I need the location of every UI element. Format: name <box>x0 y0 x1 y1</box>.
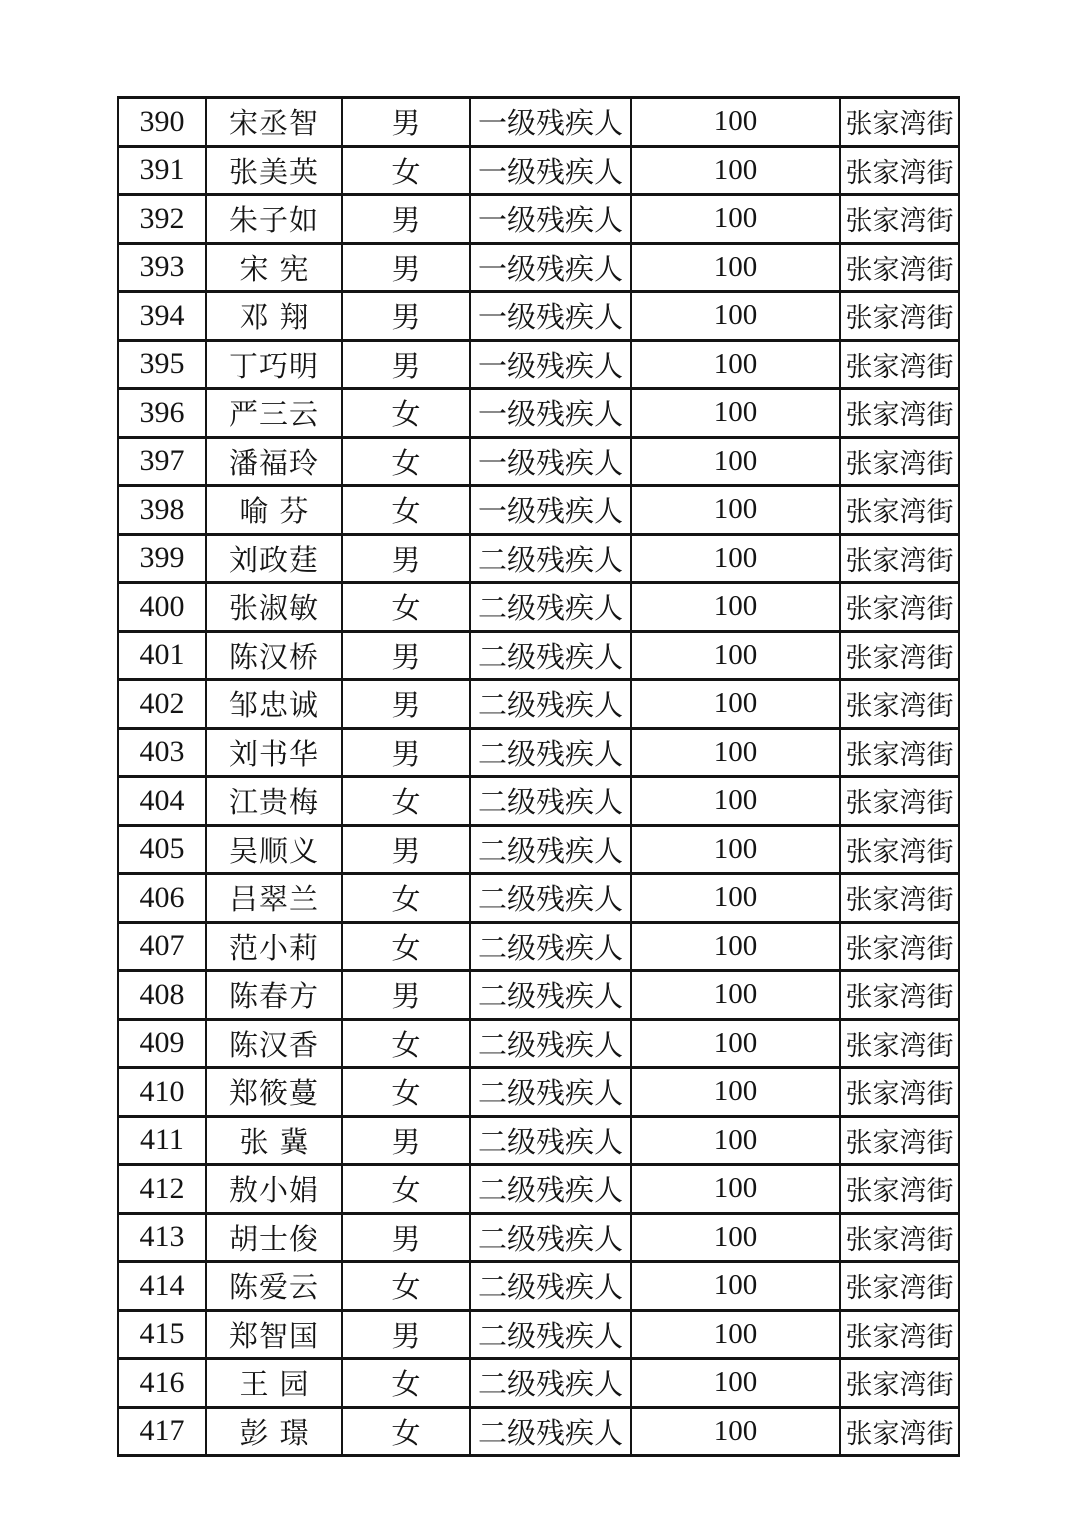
street-cell: 张家湾街 <box>840 1262 959 1311</box>
name-text: 丁巧明 <box>228 350 319 383</box>
records-tbody <box>118 98 959 1456</box>
gender-cell: 女 <box>342 1165 470 1214</box>
table-row <box>118 777 959 826</box>
category-cell: 一级残疾人 <box>470 292 631 341</box>
gender-cell: 女 <box>342 389 470 438</box>
table-row <box>118 1262 959 1311</box>
gender-cell: 女 <box>342 486 470 535</box>
table-row <box>118 340 959 389</box>
name-cell <box>206 1068 342 1117</box>
street-cell: 张家湾街 <box>840 98 959 147</box>
name-text: 宋宪 <box>239 253 320 286</box>
name-cell <box>206 971 342 1020</box>
name-cell <box>206 583 342 632</box>
name-text: 郑智国 <box>228 1320 319 1353</box>
table-row <box>118 1407 959 1456</box>
index-cell: 398 <box>118 486 206 535</box>
name-cell <box>206 1359 342 1408</box>
street-cell: 张家湾街 <box>840 922 959 971</box>
name-text: 张美英 <box>228 156 319 189</box>
index-cell: 413 <box>118 1213 206 1262</box>
index-cell: 406 <box>118 874 206 923</box>
table-row <box>118 1310 959 1359</box>
gender-cell: 男 <box>342 534 470 583</box>
category-cell: 二级残疾人 <box>470 1262 631 1311</box>
name-cell <box>206 825 342 874</box>
name-text: 陈爱云 <box>228 1272 319 1305</box>
gender-cell: 男 <box>342 1213 470 1262</box>
name-text: 严三云 <box>228 399 319 432</box>
amount-cell: 100 <box>631 437 840 486</box>
table-row <box>118 389 959 438</box>
amount-cell: 100 <box>631 486 840 535</box>
gender-cell: 男 <box>342 680 470 729</box>
table-row <box>118 825 959 874</box>
amount-cell: 100 <box>631 1407 840 1456</box>
category-cell: 二级残疾人 <box>470 971 631 1020</box>
street-cell: 张家湾街 <box>840 146 959 195</box>
gender-cell: 女 <box>342 437 470 486</box>
amount-cell: 100 <box>631 1262 840 1311</box>
gender-cell: 男 <box>342 195 470 244</box>
name-text: 潘福玲 <box>228 447 319 480</box>
category-cell: 二级残疾人 <box>470 1310 631 1359</box>
table-row <box>118 146 959 195</box>
table-row <box>118 1213 959 1262</box>
index-cell: 404 <box>118 777 206 826</box>
gender-cell: 男 <box>342 340 470 389</box>
name-text: 王园 <box>239 1369 320 1402</box>
street-cell: 张家湾街 <box>840 243 959 292</box>
street-cell: 张家湾街 <box>840 777 959 826</box>
street-cell: 张家湾街 <box>840 340 959 389</box>
amount-cell: 100 <box>631 1019 840 1068</box>
index-cell: 402 <box>118 680 206 729</box>
category-cell: 一级残疾人 <box>470 389 631 438</box>
table-row <box>118 922 959 971</box>
category-cell: 二级残疾人 <box>470 874 631 923</box>
name-text: 宋丞智 <box>228 108 319 141</box>
name-cell <box>206 1407 342 1456</box>
table-row <box>118 680 959 729</box>
gender-cell: 女 <box>342 1262 470 1311</box>
amount-cell: 100 <box>631 1359 840 1408</box>
name-text: 范小莉 <box>228 932 319 965</box>
table-row <box>118 1359 959 1408</box>
index-cell: 409 <box>118 1019 206 1068</box>
name-cell <box>206 195 342 244</box>
index-cell: 400 <box>118 583 206 632</box>
name-text: 朱子如 <box>228 205 319 238</box>
table-row <box>118 1116 959 1165</box>
index-cell: 405 <box>118 825 206 874</box>
street-cell: 张家湾街 <box>840 195 959 244</box>
street-cell: 张家湾街 <box>840 1359 959 1408</box>
category-cell: 二级残疾人 <box>470 922 631 971</box>
name-text: 江贵梅 <box>228 787 319 820</box>
category-cell: 二级残疾人 <box>470 631 631 680</box>
name-text: 张淑敏 <box>228 593 319 626</box>
street-cell: 张家湾街 <box>840 1068 959 1117</box>
table-row <box>118 195 959 244</box>
index-cell: 408 <box>118 971 206 1020</box>
amount-cell: 100 <box>631 292 840 341</box>
category-cell: 一级残疾人 <box>470 243 631 292</box>
index-cell: 417 <box>118 1407 206 1456</box>
index-cell: 392 <box>118 195 206 244</box>
gender-cell: 女 <box>342 1068 470 1117</box>
index-cell: 396 <box>118 389 206 438</box>
category-cell: 二级残疾人 <box>470 1213 631 1262</box>
table-row <box>118 486 959 535</box>
gender-cell: 男 <box>342 292 470 341</box>
index-cell: 394 <box>118 292 206 341</box>
category-cell: 一级残疾人 <box>470 486 631 535</box>
index-cell: 401 <box>118 631 206 680</box>
index-cell: 416 <box>118 1359 206 1408</box>
street-cell: 张家湾街 <box>840 680 959 729</box>
gender-cell: 女 <box>342 146 470 195</box>
index-cell: 391 <box>118 146 206 195</box>
amount-cell: 100 <box>631 1116 840 1165</box>
name-text: 刘书华 <box>228 738 319 771</box>
street-cell: 张家湾街 <box>840 728 959 777</box>
category-cell: 二级残疾人 <box>470 1116 631 1165</box>
name-text: 邓翔 <box>239 302 320 335</box>
name-text: 喻芬 <box>239 496 320 529</box>
name-text: 郑筱蔓 <box>228 1078 319 1111</box>
amount-cell: 100 <box>631 583 840 632</box>
street-cell: 张家湾街 <box>840 1116 959 1165</box>
name-cell <box>206 389 342 438</box>
name-cell <box>206 1310 342 1359</box>
street-cell: 张家湾街 <box>840 1165 959 1214</box>
category-cell: 二级残疾人 <box>470 1019 631 1068</box>
gender-cell: 男 <box>342 825 470 874</box>
name-text: 刘政莛 <box>228 544 319 577</box>
amount-cell: 100 <box>631 631 840 680</box>
amount-cell: 100 <box>631 825 840 874</box>
street-cell: 张家湾街 <box>840 1213 959 1262</box>
category-cell: 二级残疾人 <box>470 583 631 632</box>
amount-cell: 100 <box>631 1213 840 1262</box>
name-cell <box>206 874 342 923</box>
name-cell <box>206 631 342 680</box>
amount-cell: 100 <box>631 1068 840 1117</box>
amount-cell: 100 <box>631 243 840 292</box>
amount-cell: 100 <box>631 534 840 583</box>
name-cell <box>206 243 342 292</box>
table-row <box>118 1019 959 1068</box>
name-text: 张冀 <box>239 1126 320 1159</box>
category-cell: 一级残疾人 <box>470 195 631 244</box>
category-cell: 一级残疾人 <box>470 98 631 147</box>
name-cell <box>206 534 342 583</box>
name-cell <box>206 146 342 195</box>
street-cell: 张家湾街 <box>840 631 959 680</box>
amount-cell: 100 <box>631 389 840 438</box>
amount-cell: 100 <box>631 98 840 147</box>
gender-cell: 男 <box>342 1310 470 1359</box>
table-row <box>118 583 959 632</box>
street-cell: 张家湾街 <box>840 534 959 583</box>
table-row <box>118 1068 959 1117</box>
amount-cell: 100 <box>631 922 840 971</box>
records-table <box>117 96 960 1457</box>
street-cell: 张家湾街 <box>840 971 959 1020</box>
amount-cell: 100 <box>631 1165 840 1214</box>
category-cell: 二级残疾人 <box>470 1407 631 1456</box>
index-cell: 393 <box>118 243 206 292</box>
index-cell: 415 <box>118 1310 206 1359</box>
index-cell: 410 <box>118 1068 206 1117</box>
category-cell: 二级残疾人 <box>470 1359 631 1408</box>
amount-cell: 100 <box>631 340 840 389</box>
table-row <box>118 1165 959 1214</box>
gender-cell: 女 <box>342 777 470 826</box>
name-cell <box>206 98 342 147</box>
street-cell: 张家湾街 <box>840 292 959 341</box>
category-cell: 一级残疾人 <box>470 437 631 486</box>
name-cell <box>206 340 342 389</box>
category-cell: 二级残疾人 <box>470 680 631 729</box>
name-text: 吴顺义 <box>228 835 319 868</box>
index-cell: 395 <box>118 340 206 389</box>
category-cell: 二级残疾人 <box>470 825 631 874</box>
index-cell: 390 <box>118 98 206 147</box>
table-row <box>118 728 959 777</box>
name-cell <box>206 777 342 826</box>
gender-cell: 女 <box>342 1407 470 1456</box>
category-cell: 二级残疾人 <box>470 534 631 583</box>
street-cell: 张家湾街 <box>840 1407 959 1456</box>
amount-cell: 100 <box>631 195 840 244</box>
table-row <box>118 98 959 147</box>
street-cell: 张家湾街 <box>840 825 959 874</box>
gender-cell: 女 <box>342 1019 470 1068</box>
name-cell <box>206 1213 342 1262</box>
street-cell: 张家湾街 <box>840 486 959 535</box>
name-cell <box>206 922 342 971</box>
name-cell <box>206 1165 342 1214</box>
gender-cell: 男 <box>342 243 470 292</box>
index-cell: 403 <box>118 728 206 777</box>
amount-cell: 100 <box>631 971 840 1020</box>
gender-cell: 男 <box>342 728 470 777</box>
name-cell <box>206 1262 342 1311</box>
name-cell <box>206 437 342 486</box>
name-cell <box>206 680 342 729</box>
name-text: 陈汉桥 <box>228 641 319 674</box>
category-cell: 一级残疾人 <box>470 340 631 389</box>
index-cell: 407 <box>118 922 206 971</box>
street-cell: 张家湾街 <box>840 437 959 486</box>
street-cell: 张家湾街 <box>840 389 959 438</box>
name-text: 吕翠兰 <box>228 884 319 917</box>
category-cell: 二级残疾人 <box>470 777 631 826</box>
category-cell: 二级残疾人 <box>470 728 631 777</box>
gender-cell: 女 <box>342 583 470 632</box>
gender-cell: 女 <box>342 874 470 923</box>
name-text: 陈汉香 <box>228 1029 319 1062</box>
index-cell: 397 <box>118 437 206 486</box>
index-cell: 411 <box>118 1116 206 1165</box>
gender-cell: 女 <box>342 1359 470 1408</box>
amount-cell: 100 <box>631 874 840 923</box>
category-cell: 二级残疾人 <box>470 1165 631 1214</box>
name-cell <box>206 728 342 777</box>
amount-cell: 100 <box>631 777 840 826</box>
table-row <box>118 971 959 1020</box>
amount-cell: 100 <box>631 1310 840 1359</box>
street-cell: 张家湾街 <box>840 583 959 632</box>
index-cell: 399 <box>118 534 206 583</box>
table-row <box>118 437 959 486</box>
gender-cell: 女 <box>342 922 470 971</box>
name-text: 邹忠诚 <box>228 690 319 723</box>
street-cell: 张家湾街 <box>840 1019 959 1068</box>
name-text: 敖小娟 <box>228 1175 319 1208</box>
street-cell: 张家湾街 <box>840 1310 959 1359</box>
gender-cell: 男 <box>342 971 470 1020</box>
name-cell <box>206 1019 342 1068</box>
table-row <box>118 292 959 341</box>
index-cell: 414 <box>118 1262 206 1311</box>
table-row <box>118 874 959 923</box>
category-cell: 二级残疾人 <box>470 1068 631 1117</box>
amount-cell: 100 <box>631 146 840 195</box>
table-row <box>118 243 959 292</box>
amount-cell: 100 <box>631 680 840 729</box>
gender-cell: 男 <box>342 631 470 680</box>
name-text: 陈春方 <box>228 981 319 1014</box>
table-row <box>118 534 959 583</box>
name-cell <box>206 292 342 341</box>
gender-cell: 男 <box>342 98 470 147</box>
category-cell: 一级残疾人 <box>470 146 631 195</box>
index-cell: 412 <box>118 1165 206 1214</box>
gender-cell: 男 <box>342 1116 470 1165</box>
name-cell <box>206 486 342 535</box>
street-cell: 张家湾街 <box>840 874 959 923</box>
table-row <box>118 631 959 680</box>
amount-cell: 100 <box>631 728 840 777</box>
name-text: 彭璟 <box>239 1417 320 1450</box>
name-text: 胡士俊 <box>228 1223 319 1256</box>
name-cell <box>206 1116 342 1165</box>
